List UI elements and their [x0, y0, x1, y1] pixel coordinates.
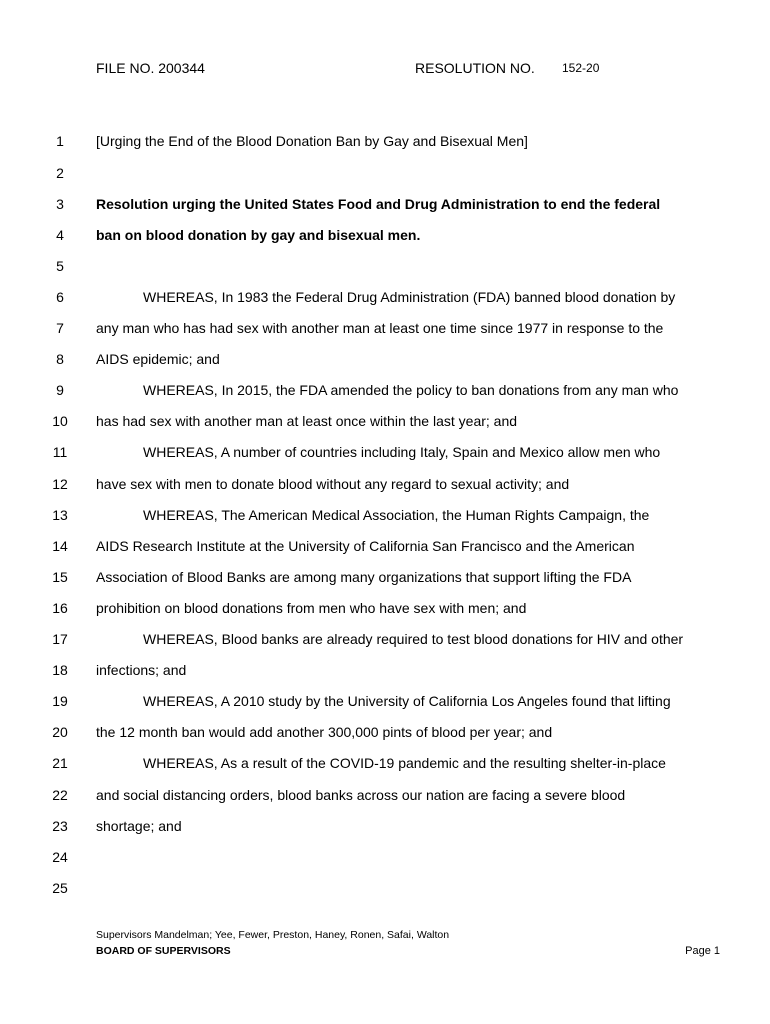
line-number: 5 [56, 258, 64, 274]
whereas-clause-line: AIDS Research Institute at the University of California San Francisco and the American [96, 538, 635, 554]
line-number: 14 [52, 538, 68, 554]
whereas-clause-line: WHEREAS, In 1983 the Federal Drug Administration (FDA) banned blood donation by [143, 289, 676, 305]
resolution-summary-line: ban on blood donation by gay and bisexual men. [96, 227, 421, 243]
line-number: 21 [52, 755, 68, 771]
whereas-clause-line: the 12 month ban would add another 300,000 pints of blood per year; and [96, 724, 553, 740]
line-number: 19 [52, 693, 68, 709]
line-number: 9 [56, 382, 64, 398]
line-number: 20 [52, 724, 68, 740]
line-number: 16 [52, 600, 68, 616]
line-number: 22 [52, 787, 68, 803]
line-number: 17 [52, 631, 68, 647]
whereas-clause-line: AIDS epidemic; and [96, 351, 220, 367]
line-number: 3 [56, 196, 64, 212]
sponsor-list: Supervisors Mandelman; Yee, Fewer, Preston, Haney, Ronen, Safai, Walton [96, 929, 450, 941]
whereas-clause-line: prohibition on blood donations from men who have sex with men; and [96, 600, 527, 616]
whereas-clause-line: WHEREAS, As a result of the COVID-19 pandemic and the resulting shelter-in-place [143, 755, 666, 771]
resolution-number-label: RESOLUTION NO. [415, 60, 535, 76]
line-number: 1 [56, 133, 64, 149]
whereas-clause-line: have sex with men to donate blood without any regard to sexual activity; and [96, 476, 570, 492]
line-number: 15 [52, 569, 68, 585]
whereas-clause-line: and social distancing orders, blood banks across our nation are facing a severe blood [96, 787, 626, 803]
resolution-title: [Urging the End of the Blood Donation Ban by Gay and Bisexual Men] [96, 133, 528, 149]
whereas-clause-line: WHEREAS, In 2015, the FDA amended the policy to ban donations from any man who [143, 382, 679, 398]
whereas-clause-line: WHEREAS, A 2010 study by the University of California Los Angeles found that lifting [143, 693, 671, 709]
line-number: 18 [52, 662, 68, 678]
line-number: 6 [56, 289, 64, 305]
file-number: FILE NO. 200344 [96, 60, 205, 76]
line-number: 7 [56, 320, 64, 336]
line-number: 12 [52, 476, 68, 492]
whereas-clause-line: infections; and [96, 662, 187, 678]
line-number: 2 [56, 165, 64, 181]
document-header [96, 60, 716, 80]
line-number: 23 [52, 818, 68, 834]
line-number: 11 [52, 444, 68, 460]
resolution-number-value: 152-20 [562, 61, 600, 75]
board-name: BOARD OF SUPERVISORS [96, 945, 231, 957]
whereas-clause-line: shortage; and [96, 818, 182, 834]
line-number: 10 [52, 413, 68, 429]
whereas-clause-line: WHEREAS, Blood banks are already required to test blood donations for HIV and other [143, 631, 684, 647]
line-number: 4 [56, 227, 64, 243]
whereas-clause-line: WHEREAS, The American Medical Association, the Human Rights Campaign, the [143, 507, 650, 523]
whereas-clause-line: WHEREAS, A number of countries including Italy, Spain and Mexico allow men who [143, 444, 661, 460]
page-number: Page 1 [685, 945, 720, 957]
whereas-clause-line: has had sex with another man at least once within the last year; and [96, 413, 518, 429]
line-number: 13 [52, 507, 68, 523]
whereas-clause-line: any man who has had sex with another man at least one time since 1977 in response to the [96, 320, 664, 336]
line-number: 24 [52, 849, 68, 865]
line-number: 25 [52, 880, 68, 896]
resolution-summary-line: Resolution urging the United States Food and Drug Administration to end the federal [96, 196, 661, 212]
whereas-clause-line: Association of Blood Banks are among many organizations that support lifting the FDA [96, 569, 632, 585]
line-number: 8 [56, 351, 64, 367]
